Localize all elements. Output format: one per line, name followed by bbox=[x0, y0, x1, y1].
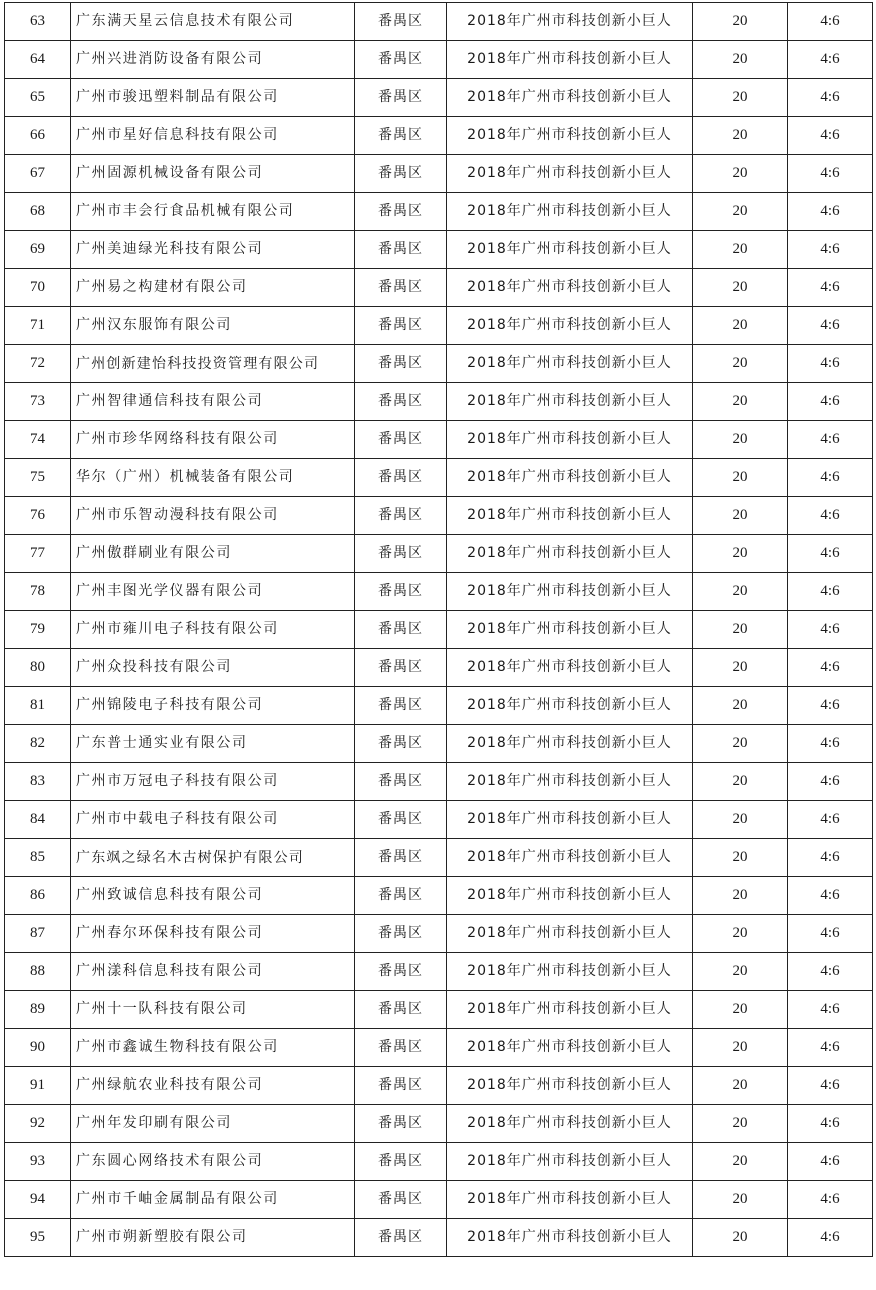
row-number-cell: 65 bbox=[5, 79, 71, 117]
district-cell: 番禺区 bbox=[355, 193, 447, 231]
row-number-cell: 95 bbox=[5, 1219, 71, 1257]
company-name-cell: 广州市中载电子科技有限公司 bbox=[71, 801, 355, 839]
score-cell: 20 bbox=[693, 573, 788, 611]
table-row bbox=[5, 269, 873, 307]
ratio-cell: 4:6 bbox=[788, 1067, 873, 1105]
district-cell: 番禺区 bbox=[355, 269, 447, 307]
company-name-cell: 广州市朔新塑胶有限公司 bbox=[71, 1219, 355, 1257]
table-row bbox=[5, 307, 873, 345]
district-cell: 番禺区 bbox=[355, 573, 447, 611]
table-row bbox=[5, 611, 873, 649]
company-name-cell: 广州丰图光学仪器有限公司 bbox=[71, 573, 355, 611]
table-row bbox=[5, 687, 873, 725]
score-cell: 20 bbox=[693, 155, 788, 193]
ratio-cell: 4:6 bbox=[788, 915, 873, 953]
table-row bbox=[5, 497, 873, 535]
company-name-cell: 广东飒之绿名木古树保护有限公司 bbox=[71, 839, 355, 877]
score-cell: 20 bbox=[693, 193, 788, 231]
company-name-cell: 广州市珍华网络科技有限公司 bbox=[71, 421, 355, 459]
ratio-cell: 4:6 bbox=[788, 573, 873, 611]
district-cell: 番禺区 bbox=[355, 79, 447, 117]
table-row bbox=[5, 801, 873, 839]
table-row bbox=[5, 3, 873, 41]
score-cell: 20 bbox=[693, 1143, 788, 1181]
ratio-cell: 4:6 bbox=[788, 117, 873, 155]
company-name-cell: 广州锦陵电子科技有限公司 bbox=[71, 687, 355, 725]
company-name-cell: 广州固源机械设备有限公司 bbox=[71, 155, 355, 193]
company-name-cell: 广州智律通信科技有限公司 bbox=[71, 383, 355, 421]
score-cell: 20 bbox=[693, 611, 788, 649]
score-cell: 20 bbox=[693, 1029, 788, 1067]
district-cell: 番禺区 bbox=[355, 459, 447, 497]
row-number-cell: 79 bbox=[5, 611, 71, 649]
ratio-cell: 4:6 bbox=[788, 1029, 873, 1067]
row-number-cell: 83 bbox=[5, 763, 71, 801]
district-cell: 番禺区 bbox=[355, 839, 447, 877]
score-cell: 20 bbox=[693, 649, 788, 687]
row-number-cell: 91 bbox=[5, 1067, 71, 1105]
project-name-cell: 2018年广州市科技创新小巨人 bbox=[447, 269, 693, 307]
row-number-cell: 87 bbox=[5, 915, 71, 953]
score-cell: 20 bbox=[693, 801, 788, 839]
table-row bbox=[5, 79, 873, 117]
district-cell: 番禺区 bbox=[355, 1067, 447, 1105]
score-cell: 20 bbox=[693, 839, 788, 877]
ratio-cell: 4:6 bbox=[788, 801, 873, 839]
district-cell: 番禺区 bbox=[355, 307, 447, 345]
company-name-cell: 广州市千岫金属制品有限公司 bbox=[71, 1181, 355, 1219]
ratio-cell: 4:6 bbox=[788, 193, 873, 231]
table-row bbox=[5, 41, 873, 79]
district-cell: 番禺区 bbox=[355, 3, 447, 41]
row-number-cell: 69 bbox=[5, 231, 71, 269]
score-cell: 20 bbox=[693, 1067, 788, 1105]
project-name-cell: 2018年广州市科技创新小巨人 bbox=[447, 763, 693, 801]
district-cell: 番禺区 bbox=[355, 155, 447, 193]
score-cell: 20 bbox=[693, 269, 788, 307]
ratio-cell: 4:6 bbox=[788, 649, 873, 687]
project-name-cell: 2018年广州市科技创新小巨人 bbox=[447, 1181, 693, 1219]
company-name-cell: 广州创新建怡科技投资管理有限公司 bbox=[71, 345, 355, 383]
score-cell: 20 bbox=[693, 915, 788, 953]
ratio-cell: 4:6 bbox=[788, 1181, 873, 1219]
ratio-cell: 4:6 bbox=[788, 383, 873, 421]
project-name-cell: 2018年广州市科技创新小巨人 bbox=[447, 573, 693, 611]
project-name-cell: 2018年广州市科技创新小巨人 bbox=[447, 915, 693, 953]
company-name-cell: 广州傲群刷业有限公司 bbox=[71, 535, 355, 573]
company-name-cell: 广州市丰会行食品机械有限公司 bbox=[71, 193, 355, 231]
table-row bbox=[5, 155, 873, 193]
project-name-cell: 2018年广州市科技创新小巨人 bbox=[447, 345, 693, 383]
table-body bbox=[5, 3, 873, 1257]
ratio-cell: 4:6 bbox=[788, 459, 873, 497]
table-row bbox=[5, 1105, 873, 1143]
row-number-cell: 85 bbox=[5, 839, 71, 877]
district-cell: 番禺区 bbox=[355, 231, 447, 269]
company-name-cell: 广州市星好信息科技有限公司 bbox=[71, 117, 355, 155]
ratio-cell: 4:6 bbox=[788, 877, 873, 915]
row-number-cell: 66 bbox=[5, 117, 71, 155]
project-name-cell: 2018年广州市科技创新小巨人 bbox=[447, 497, 693, 535]
ratio-cell: 4:6 bbox=[788, 687, 873, 725]
district-cell: 番禺区 bbox=[355, 1181, 447, 1219]
project-name-cell: 2018年广州市科技创新小巨人 bbox=[447, 611, 693, 649]
ratio-cell: 4:6 bbox=[788, 421, 873, 459]
company-name-cell: 广州漾科信息科技有限公司 bbox=[71, 953, 355, 991]
project-name-cell: 2018年广州市科技创新小巨人 bbox=[447, 801, 693, 839]
company-name-cell: 广东普士通实业有限公司 bbox=[71, 725, 355, 763]
ratio-cell: 4:6 bbox=[788, 725, 873, 763]
company-name-cell: 广州汉东服饰有限公司 bbox=[71, 307, 355, 345]
company-name-cell: 广东圆心网络技术有限公司 bbox=[71, 1143, 355, 1181]
ratio-cell: 4:6 bbox=[788, 1105, 873, 1143]
district-cell: 番禺区 bbox=[355, 649, 447, 687]
ratio-cell: 4:6 bbox=[788, 611, 873, 649]
company-name-cell: 广州市万冠电子科技有限公司 bbox=[71, 763, 355, 801]
score-cell: 20 bbox=[693, 497, 788, 535]
district-cell: 番禺区 bbox=[355, 497, 447, 535]
table-row bbox=[5, 421, 873, 459]
score-cell: 20 bbox=[693, 1219, 788, 1257]
ratio-cell: 4:6 bbox=[788, 41, 873, 79]
score-cell: 20 bbox=[693, 307, 788, 345]
score-cell: 20 bbox=[693, 421, 788, 459]
table-row bbox=[5, 877, 873, 915]
ratio-cell: 4:6 bbox=[788, 991, 873, 1029]
row-number-cell: 68 bbox=[5, 193, 71, 231]
company-name-cell: 广州春尔环保科技有限公司 bbox=[71, 915, 355, 953]
company-name-cell: 广州市鑫诚生物科技有限公司 bbox=[71, 1029, 355, 1067]
row-number-cell: 78 bbox=[5, 573, 71, 611]
score-cell: 20 bbox=[693, 725, 788, 763]
score-cell: 20 bbox=[693, 231, 788, 269]
score-cell: 20 bbox=[693, 687, 788, 725]
project-name-cell: 2018年广州市科技创新小巨人 bbox=[447, 307, 693, 345]
project-name-cell: 2018年广州市科技创新小巨人 bbox=[447, 421, 693, 459]
table-row bbox=[5, 535, 873, 573]
company-name-cell: 广州易之构建材有限公司 bbox=[71, 269, 355, 307]
district-cell: 番禺区 bbox=[355, 953, 447, 991]
table-row bbox=[5, 915, 873, 953]
row-number-cell: 88 bbox=[5, 953, 71, 991]
score-cell: 20 bbox=[693, 1105, 788, 1143]
ratio-cell: 4:6 bbox=[788, 345, 873, 383]
table-row bbox=[5, 1067, 873, 1105]
table-row bbox=[5, 1181, 873, 1219]
row-number-cell: 77 bbox=[5, 535, 71, 573]
table-row bbox=[5, 231, 873, 269]
district-cell: 番禺区 bbox=[355, 383, 447, 421]
table-row bbox=[5, 345, 873, 383]
score-cell: 20 bbox=[693, 1181, 788, 1219]
company-name-cell: 广州市雍川电子科技有限公司 bbox=[71, 611, 355, 649]
row-number-cell: 82 bbox=[5, 725, 71, 763]
project-name-cell: 2018年广州市科技创新小巨人 bbox=[447, 991, 693, 1029]
table-row bbox=[5, 117, 873, 155]
district-cell: 番禺区 bbox=[355, 345, 447, 383]
row-number-cell: 70 bbox=[5, 269, 71, 307]
ratio-cell: 4:6 bbox=[788, 839, 873, 877]
ratio-cell: 4:6 bbox=[788, 1219, 873, 1257]
project-name-cell: 2018年广州市科技创新小巨人 bbox=[447, 1143, 693, 1181]
row-number-cell: 86 bbox=[5, 877, 71, 915]
district-cell: 番禺区 bbox=[355, 687, 447, 725]
district-cell: 番禺区 bbox=[355, 763, 447, 801]
project-name-cell: 2018年广州市科技创新小巨人 bbox=[447, 1029, 693, 1067]
ratio-cell: 4:6 bbox=[788, 231, 873, 269]
district-cell: 番禺区 bbox=[355, 611, 447, 649]
ratio-cell: 4:6 bbox=[788, 79, 873, 117]
score-cell: 20 bbox=[693, 953, 788, 991]
score-cell: 20 bbox=[693, 535, 788, 573]
row-number-cell: 76 bbox=[5, 497, 71, 535]
district-cell: 番禺区 bbox=[355, 117, 447, 155]
company-name-cell: 广州美迪绿光科技有限公司 bbox=[71, 231, 355, 269]
ratio-cell: 4:6 bbox=[788, 763, 873, 801]
table-row bbox=[5, 953, 873, 991]
company-name-cell: 广州十一队科技有限公司 bbox=[71, 991, 355, 1029]
district-cell: 番禺区 bbox=[355, 535, 447, 573]
row-number-cell: 71 bbox=[5, 307, 71, 345]
table-row bbox=[5, 725, 873, 763]
table-row bbox=[5, 991, 873, 1029]
row-number-cell: 93 bbox=[5, 1143, 71, 1181]
score-cell: 20 bbox=[693, 383, 788, 421]
score-cell: 20 bbox=[693, 79, 788, 117]
row-number-cell: 73 bbox=[5, 383, 71, 421]
row-number-cell: 63 bbox=[5, 3, 71, 41]
company-name-cell: 广州兴进消防设备有限公司 bbox=[71, 41, 355, 79]
row-number-cell: 94 bbox=[5, 1181, 71, 1219]
ratio-cell: 4:6 bbox=[788, 155, 873, 193]
row-number-cell: 84 bbox=[5, 801, 71, 839]
district-cell: 番禺区 bbox=[355, 1219, 447, 1257]
row-number-cell: 64 bbox=[5, 41, 71, 79]
table-row bbox=[5, 573, 873, 611]
ratio-cell: 4:6 bbox=[788, 1143, 873, 1181]
table-row bbox=[5, 459, 873, 497]
row-number-cell: 81 bbox=[5, 687, 71, 725]
project-name-cell: 2018年广州市科技创新小巨人 bbox=[447, 1067, 693, 1105]
district-cell: 番禺区 bbox=[355, 1029, 447, 1067]
project-name-cell: 2018年广州市科技创新小巨人 bbox=[447, 839, 693, 877]
project-name-cell: 2018年广州市科技创新小巨人 bbox=[447, 1105, 693, 1143]
row-number-cell: 75 bbox=[5, 459, 71, 497]
ratio-cell: 4:6 bbox=[788, 3, 873, 41]
project-name-cell: 2018年广州市科技创新小巨人 bbox=[447, 953, 693, 991]
company-name-cell: 广州众投科技有限公司 bbox=[71, 649, 355, 687]
score-cell: 20 bbox=[693, 3, 788, 41]
row-number-cell: 80 bbox=[5, 649, 71, 687]
row-number-cell: 92 bbox=[5, 1105, 71, 1143]
table-row bbox=[5, 1143, 873, 1181]
company-name-cell: 广州致诚信息科技有限公司 bbox=[71, 877, 355, 915]
score-cell: 20 bbox=[693, 117, 788, 155]
row-number-cell: 72 bbox=[5, 345, 71, 383]
ratio-cell: 4:6 bbox=[788, 497, 873, 535]
project-name-cell: 2018年广州市科技创新小巨人 bbox=[447, 1219, 693, 1257]
district-cell: 番禺区 bbox=[355, 421, 447, 459]
project-name-cell: 2018年广州市科技创新小巨人 bbox=[447, 193, 693, 231]
project-name-cell: 2018年广州市科技创新小巨人 bbox=[447, 687, 693, 725]
project-name-cell: 2018年广州市科技创新小巨人 bbox=[447, 725, 693, 763]
row-number-cell: 89 bbox=[5, 991, 71, 1029]
district-cell: 番禺区 bbox=[355, 877, 447, 915]
project-name-cell: 2018年广州市科技创新小巨人 bbox=[447, 155, 693, 193]
ratio-cell: 4:6 bbox=[788, 535, 873, 573]
ratio-cell: 4:6 bbox=[788, 269, 873, 307]
project-name-cell: 2018年广州市科技创新小巨人 bbox=[447, 459, 693, 497]
company-name-cell: 广州绿航农业科技有限公司 bbox=[71, 1067, 355, 1105]
table-row bbox=[5, 383, 873, 421]
project-name-cell: 2018年广州市科技创新小巨人 bbox=[447, 535, 693, 573]
score-cell: 20 bbox=[693, 877, 788, 915]
project-name-cell: 2018年广州市科技创新小巨人 bbox=[447, 79, 693, 117]
project-name-cell: 2018年广州市科技创新小巨人 bbox=[447, 117, 693, 155]
district-cell: 番禺区 bbox=[355, 915, 447, 953]
district-cell: 番禺区 bbox=[355, 991, 447, 1029]
table-row bbox=[5, 763, 873, 801]
company-name-cell: 广州市骏迅塑料制品有限公司 bbox=[71, 79, 355, 117]
row-number-cell: 67 bbox=[5, 155, 71, 193]
company-name-cell: 广州市乐智动漫科技有限公司 bbox=[71, 497, 355, 535]
score-cell: 20 bbox=[693, 459, 788, 497]
score-cell: 20 bbox=[693, 41, 788, 79]
company-name-cell: 广东满天星云信息技术有限公司 bbox=[71, 3, 355, 41]
table-row bbox=[5, 1219, 873, 1257]
district-cell: 番禺区 bbox=[355, 1143, 447, 1181]
project-name-cell: 2018年广州市科技创新小巨人 bbox=[447, 41, 693, 79]
table-row bbox=[5, 839, 873, 877]
company-list-table bbox=[4, 2, 873, 1257]
ratio-cell: 4:6 bbox=[788, 953, 873, 991]
row-number-cell: 90 bbox=[5, 1029, 71, 1067]
district-cell: 番禺区 bbox=[355, 1105, 447, 1143]
table-row bbox=[5, 649, 873, 687]
district-cell: 番禺区 bbox=[355, 41, 447, 79]
score-cell: 20 bbox=[693, 991, 788, 1029]
score-cell: 20 bbox=[693, 345, 788, 383]
district-cell: 番禺区 bbox=[355, 801, 447, 839]
table-row bbox=[5, 1029, 873, 1067]
project-name-cell: 2018年广州市科技创新小巨人 bbox=[447, 3, 693, 41]
row-number-cell: 74 bbox=[5, 421, 71, 459]
project-name-cell: 2018年广州市科技创新小巨人 bbox=[447, 383, 693, 421]
table-row bbox=[5, 193, 873, 231]
company-name-cell: 广州年发印刷有限公司 bbox=[71, 1105, 355, 1143]
project-name-cell: 2018年广州市科技创新小巨人 bbox=[447, 649, 693, 687]
project-name-cell: 2018年广州市科技创新小巨人 bbox=[447, 877, 693, 915]
company-name-cell: 华尔（广州）机械装备有限公司 bbox=[71, 459, 355, 497]
district-cell: 番禺区 bbox=[355, 725, 447, 763]
ratio-cell: 4:6 bbox=[788, 307, 873, 345]
project-name-cell: 2018年广州市科技创新小巨人 bbox=[447, 231, 693, 269]
score-cell: 20 bbox=[693, 763, 788, 801]
